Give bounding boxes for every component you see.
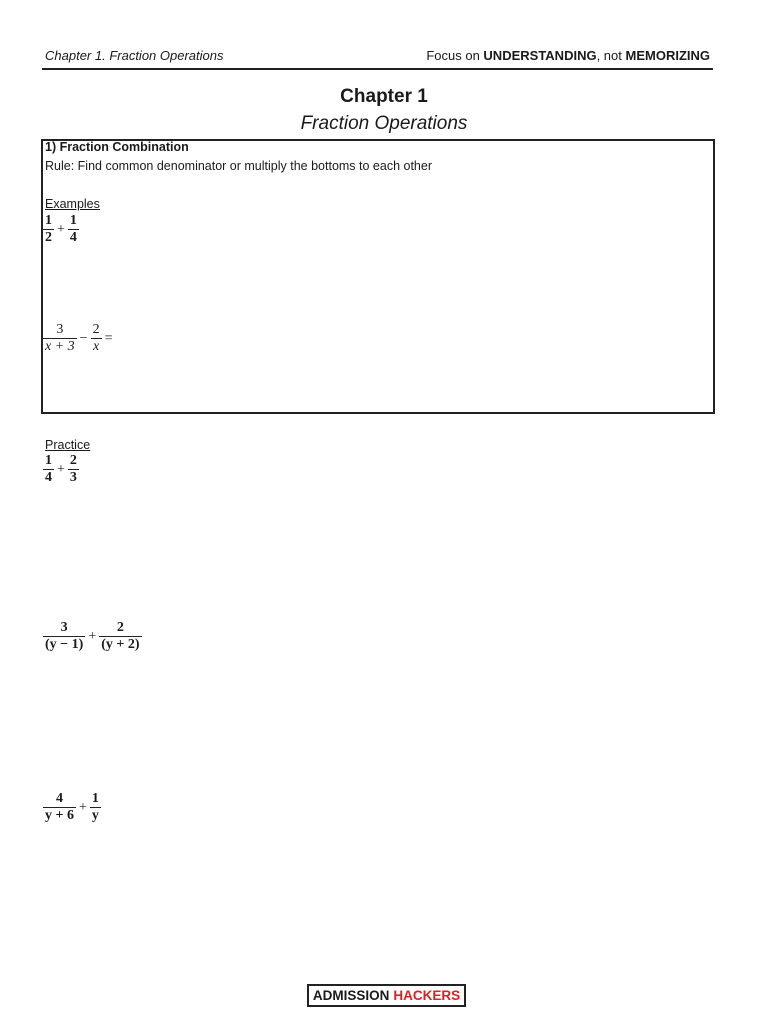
equals-sign: = (104, 330, 113, 346)
denominator: (y − 1) (45, 637, 84, 653)
numerator: 3 (56, 322, 64, 337)
operator: + (78, 799, 87, 815)
admission-hackers-logo (307, 984, 466, 1007)
fraction (68, 453, 79, 486)
fraction (43, 791, 76, 824)
numerator: 1 (45, 453, 52, 468)
denominator: 2 (45, 230, 52, 246)
motto-prefix: Focus on (426, 48, 484, 63)
operator: + (88, 628, 97, 644)
practice-2-expression (43, 620, 142, 653)
fraction (68, 213, 79, 246)
header-chapter-label: Chapter 1. Fraction Operations (45, 48, 224, 63)
denominator: y + 6 (45, 808, 74, 824)
page-title: Chapter 1 (340, 86, 428, 107)
fraction (90, 791, 101, 824)
practice-1-expression (43, 453, 79, 486)
page-subtitle: Fraction Operations (300, 113, 468, 134)
numerator: 1 (69, 213, 77, 228)
denominator: 4 (45, 470, 52, 486)
fraction (91, 322, 102, 355)
numerator: 2 (116, 620, 124, 635)
logo-part-hackers: HACKERS (393, 988, 461, 1003)
numerator: 1 (91, 791, 99, 806)
numerator: 4 (55, 791, 63, 806)
numerator: 1 (45, 213, 52, 228)
fraction (43, 213, 54, 246)
example-1-expression (43, 213, 79, 246)
motto-understanding: UNDERSTANDING (483, 48, 597, 63)
fraction (43, 322, 77, 355)
example-2-expression (43, 322, 115, 355)
fraction (43, 453, 54, 486)
practice-3-expression (43, 791, 101, 824)
numerator: 2 (92, 322, 100, 337)
logo-part-admission: ADMISSION (312, 988, 390, 1003)
motto-memorizing: MEMORIZING (625, 48, 710, 63)
operator: + (57, 221, 65, 237)
operator: + (57, 461, 65, 477)
denominator: 4 (69, 230, 77, 246)
numerator: 3 (60, 620, 68, 635)
section-title: 1) Fraction Combination (45, 140, 189, 154)
section-rule: Rule: Find common denominator or multiply the bottoms to each other (45, 159, 432, 173)
numerator: 2 (69, 453, 77, 468)
header-divider (42, 68, 713, 70)
denominator: y (91, 808, 99, 824)
denominator: 3 (69, 470, 77, 486)
denominator: (y + 2) (101, 637, 140, 653)
header-motto (426, 48, 710, 63)
section-box (41, 139, 715, 414)
denominator: x + 3 (45, 339, 75, 355)
practice-label: Practice (45, 438, 91, 452)
fraction (43, 620, 85, 653)
motto-mid: , not (596, 48, 626, 63)
examples-label: Examples (45, 197, 100, 211)
fraction (99, 620, 141, 653)
denominator: x (92, 339, 100, 355)
operator: − (79, 330, 88, 346)
